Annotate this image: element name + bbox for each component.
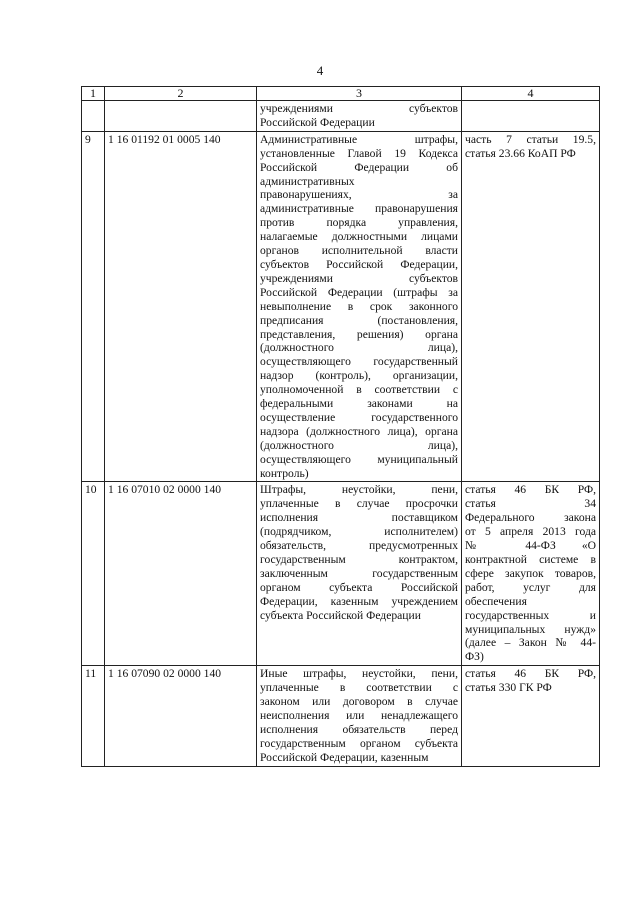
table-header-row [82,87,600,101]
cell-text-line: Федерации, казенным учреждением [260,594,458,608]
cell-text-line: невыполнение в срок законного [260,299,458,313]
cell-text-line: работ, услуг для [465,580,596,594]
cell-text-line: контрактной системе в [465,553,596,566]
header-col-1: 1 [82,87,105,101]
revenue-codes-table [81,86,600,767]
cell-text-line: государственным органом субъекта [260,736,458,750]
cell-text-line: Российской Федерации [260,115,375,129]
cell-text-line: неисполнения или ненадлежащего [260,708,458,722]
cell-text-line: административных [260,174,355,188]
cell-text-line: субъектов Российской Федерации, [260,257,458,271]
cell-text-line: Федерального закона [465,511,596,525]
row-code: 1 16 07010 02 0000 140 [105,482,257,666]
cell-text-line: Российской Федерации, казенным [260,750,429,764]
cell-text-line: органом субъекта Российской [260,580,458,594]
row-basis [462,666,600,766]
row-basis [462,482,600,666]
cell-text-line: ФЗ) [465,650,484,664]
row-basis [462,101,600,132]
cell-text-line: федеральными законами на [260,397,458,411]
table-row-continued [82,101,600,132]
cell-text-line: обеспечения [465,594,527,608]
cell-text-line: статья 46 БК РФ, [465,667,596,681]
cell-text-line: уплаченные в случае просрочки [260,497,458,511]
cell-text-line: осуществление государственного [260,410,458,424]
cell-text-line: Административные штрафы, [260,132,458,146]
cell-text-line: статья 46 БК РФ, [465,483,596,497]
cell-text-line: надзора (должностного лица), органа [260,424,458,438]
row-description [257,666,462,766]
cell-text-line: заключенным государственным [260,566,458,580]
row-number: 10 [82,482,105,666]
row-code: 1 16 01192 01 0005 140 [105,131,257,482]
header-col-2: 2 [105,87,257,101]
cell-text-line: Иные штрафы, неустойки, пени, [260,667,458,681]
cell-text-line: правонарушениях, за [260,188,458,202]
cell-text-line: законом или договором в случае [260,695,458,709]
row-code [105,101,257,132]
row-number: 11 [82,666,105,766]
row-code: 1 16 07090 02 0000 140 [105,666,257,766]
cell-text-line: (подрядчиком, исполнителем) [260,525,458,539]
cell-text-line: налагаемые должностными лицами [260,230,458,244]
cell-text-line: установленные Главой 19 Кодекса [260,146,458,160]
row-description [257,131,462,482]
page-number: 4 [316,63,324,78]
cell-text-line: исполнения обязательств перед [260,722,458,736]
cell-text-line: надзор (контроль), организации, [260,369,458,383]
cell-text-line: государственных и [465,608,596,622]
row-description [257,482,462,666]
cell-text-line: Российской Федерации (штрафы за [260,285,458,299]
cell-text-line: обязательств, предусмотренных [260,539,458,553]
cell-text-line: муниципальных нужд» [465,622,596,636]
table-row-10 [82,482,600,666]
row-number: 9 [82,131,105,482]
cell-text-line: органов исполнительной власти [260,244,458,258]
cell-text-line: исполнения поставщиком [260,511,458,525]
table-row-11 [82,666,600,766]
row-number [82,101,105,132]
header-col-4: 4 [462,87,600,101]
cell-text-line: субъекта Российской Федерации [260,608,421,622]
cell-text-line: представления, решения) органа [260,327,458,341]
cell-text-line: статья 34 [465,497,596,511]
table-row-9 [82,131,600,482]
cell-text-line: предписания (постановления, [260,313,458,327]
cell-text-line: часть 7 статьи 19.5, [465,132,596,146]
cell-text-line: административные правонарушения [260,202,458,216]
cell-text-line: Штрафы, неустойки, пени, [260,483,458,497]
cell-text-line: (должностного лица), [260,438,458,452]
cell-text-line: против порядка управления, [260,216,458,230]
cell-text-line: (далее – Закон № 44- [465,636,596,650]
cell-text-line: учреждениями субъектов [260,271,458,285]
cell-text-line: осуществляющего муниципальный [260,452,458,466]
cell-text-line: (должностного лица), [260,341,458,355]
cell-text-line: № 44-ФЗ «О [465,539,596,553]
cell-text-line: Российской Федерации об [260,160,458,174]
row-description [257,101,462,132]
cell-text-line: контроль) [260,466,309,480]
row-basis [462,131,600,482]
header-col-3: 3 [257,87,462,101]
cell-text-line: статья 330 ГК РФ [465,681,552,695]
cell-text-line: государственным контрактом, [260,553,458,566]
cell-text-line: сфере закупок товаров, [465,566,596,580]
cell-text-line: статья 23.66 КоАП РФ [465,146,576,160]
cell-text-line: от 5 апреля 2013 года [465,525,596,539]
cell-text-line: уполномоченной в соответствии с [260,383,458,397]
cell-text-line: уплаченные в соответствии с [260,681,458,695]
cell-text-line: осуществляющего государственный [260,355,458,369]
cell-text-line: учреждениями субъектов [260,102,458,115]
